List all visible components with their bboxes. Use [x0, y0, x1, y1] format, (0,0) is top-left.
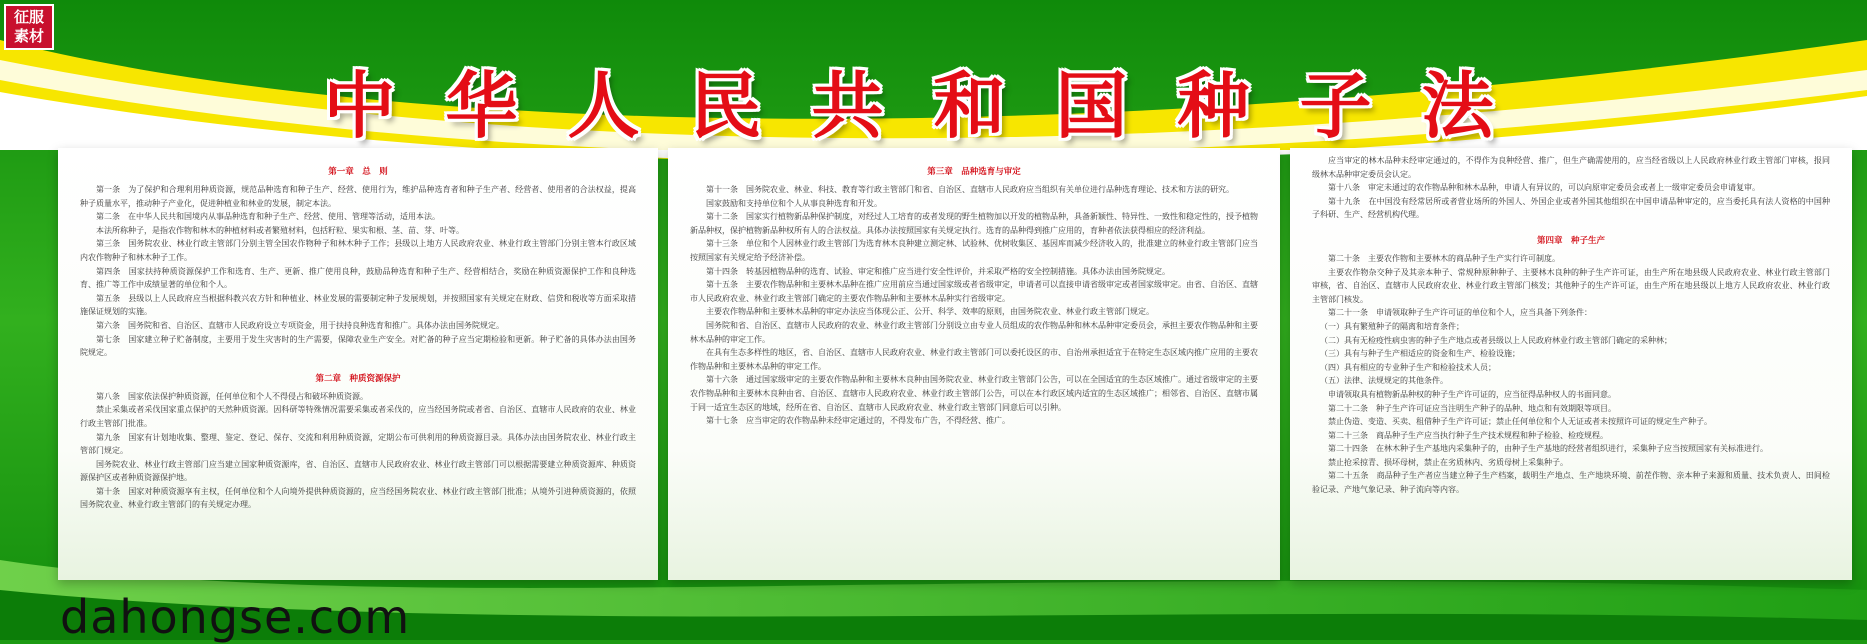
article-paragraph: 第十二条 国家实行植物新品种保护制度，对经过人工培育的或者发现的野生植物加以开发的植物品种，具备新颖性、特异性、一致性和稳定性的，授予植物新品种权，保护植物新品种权所有人的合法权益。具体办法按照国家有关规定执行。选育的品种得到推广应用的，育种者依法获得相应的经济利益。 [690, 212, 1258, 235]
article-paragraph: 申请领取具有植物新品种权的种子生产许可证的，应当征得品种权人的书面同意。 [1328, 389, 1616, 399]
law-panel-left [58, 148, 658, 580]
article-paragraph: 国务院农业、林业行政主管部门应当建立国家种质资源库，省、自治区、直辖市人民政府农业、林业行政主管部门可以根据需要建立种质资源库、种质资源保护区或者种质资源保护地。 [80, 459, 636, 483]
article-paragraph: 主要农作物杂交种子及其亲本种子、常规种原种种子、主要林木良种的种子生产许可证，由生产所在地县级人民政府农业、林业行政主管部门审核，省、自治区、直辖市人民政府农业、林业行政主管部门核发；其他种子的生产许可证，由生产所在地县级以上地方人民政府农业、林业行政主管部门核发。 [1312, 267, 1830, 304]
chapter-3-heading: 第三章 品种选育与审定 [927, 167, 1021, 177]
article-paragraph: 国家鼓励和支持单位和个人从事良种选育和开发。 [706, 198, 882, 208]
article-paragraph: 禁止伪造、变造、买卖、租借种子生产许可证；禁止任何单位和个人无证或者未按照许可证的规定生产种子。 [1328, 417, 1712, 427]
badge-line-1: 征服 [13, 8, 44, 26]
article-paragraph: 主要农作物品种和主要林木品种的审定办法应当体现公正、公开、科学、效率的原则，由国务院农业、林业行政主管部门规定。 [706, 307, 1154, 317]
article-paragraph: 第八条 国家依法保护种质资源，任何单位和个人不得侵占和破坏种质资源。 [96, 391, 368, 401]
list-item: （二）具有无检疫性病虫害的种子生产地点或者县级以上人民政府林业行政主管部门确定的采种林； [1320, 335, 1672, 345]
article-paragraph: 本法所称种子，是指农作物和林木的种植材料或者繁殖材料，包括籽粒、果实和根、茎、苗、芽、叶等。 [96, 225, 464, 235]
chapter-4-heading: 第四章 种子生产 [1536, 235, 1605, 246]
article-paragraph: 第四条 国家扶持种质资源保护工作和选育、生产、更新、推广使用良种，鼓励品种选育和种子生产、经营相结合，奖励在种质资源保护工作和良种选育、推广等工作中成绩显著的单位和个人。 [80, 266, 636, 290]
article-paragraph: 禁止抢采掠青、损坏母树，禁止在劣质林内、劣质母树上采集种子。 [1328, 457, 1568, 467]
law-panel-right [1290, 148, 1852, 580]
article-paragraph: 应当审定的林木品种未经审定通过的，不得作为良种经营、推广，但生产确需使用的，应当经省级以上人民政府林业行政主管部门审核，报同级林木品种审定委员会认定。 [1312, 156, 1830, 179]
article-paragraph: 第十六条 通过国家级审定的主要农作物品种和主要林木良种由国务院农业、林业行政主管部门公告，可以在全国适宜的生态区域推广。通过省级审定的主要农作物品种和主要林木良种由省、自治区、直辖市人民政府农业、林业行政主管部门公告，可以在本行政区域内适宜的生态区域推广；相邻省、自治区、直辖市属于同一适宜生态区的地域，经所在省、自治区、直辖市人民政府农业、林业行政主管部门同意后可以引种。 [690, 375, 1258, 412]
article-paragraph: 第十八条 审定未通过的农作物品种和林木品种，申请人有异议的，可以向原审定委员会或者上一级审定委员会申请复审。 [1328, 183, 1760, 193]
article-paragraph: 第二十三条 商品种子生产应当执行种子生产技术规程和种子检验、检疫规程。 [1328, 430, 1608, 440]
list-item: （五）法律、法规规定的其他条件。 [1320, 376, 1448, 386]
chapter-1-heading: 第一章 总 则 [328, 167, 388, 177]
article-paragraph: 第十一条 国务院农业、林业、科技、教育等行政主管部门和省、自治区、直辖市人民政府应当组织有关单位进行品种选育理论、技术和方法的研究。 [706, 185, 1234, 194]
article-paragraph: 第六条 国务院和省、自治区、直辖市人民政府设立专项资金，用于扶持良种选育和推广。具体办法由国务院规定。 [96, 320, 504, 330]
article-paragraph: 在具有生态多样性的地区，省、自治区、直辖市人民政府农业、林业行政主管部门可以委托设区的市、自治州承担适宜于在特定生态区域内推广应用的主要农作物品种和主要林木品种的审定工作。 [690, 348, 1258, 371]
article-paragraph: 国务院和省、自治区、直辖市人民政府的农业、林业行政主管部门分别设立由专业人员组成的农作物品种和林木品种审定委员会，承担主要农作物品种和主要林木品种的审定工作。 [690, 320, 1258, 344]
badge-line-2: 素材 [13, 27, 44, 45]
article-paragraph: 禁止采集或者采伐国家重点保护的天然种质资源。因科研等特殊情况需要采集或者采伐的，应当经国务院或者省、自治区、直辖市人民政府的农业、林业行政主管部门批准。 [80, 405, 636, 428]
article-paragraph: 第二十一条 申请领取种子生产许可证的单位和个人，应当具备下列条件： [1328, 308, 1592, 318]
article-paragraph: 第十三条 单位和个人因林业行政主管部门为选育林木良种建立测定林、试验林、优树收集区、基因库而减少经济收入的，批准建立的林业行政主管部门应当按照国家有关规定给予经济补偿。 [690, 239, 1258, 262]
article-paragraph: 第十条 国家对种质资源享有主权，任何单位和个人向境外提供种质资源的，应当经国务院农业、林业行政主管部门批准；从境外引进种质资源的，依照国务院农业、林业行政主管部门的有关规定办理。 [80, 486, 636, 510]
article-paragraph: 第九条 国家有计划地收集、整理、鉴定、登记、保存、交流和利用种质资源，定期公布可供利用的种质资源目录。具体办法由国务院农业、林业行政主管部门规定。 [80, 432, 636, 456]
site-watermark: dahongse.com [60, 590, 411, 644]
brand-badge [4, 4, 54, 50]
article-paragraph: 第十五条 主要农作物品种和主要林木品种在推广应用前应当通过国家级或者省级审定，申请者可以直接申请省级审定或者国家级审定。由省、自治区、直辖市人民政府农业、林业行政主管部门确定的主要农作物品种和主要林木品种实行省级审定。 [690, 280, 1258, 303]
list-item: （三）具有与种子生产相适应的资金和生产、检验设施； [1320, 349, 1520, 359]
article-paragraph: 第十四条 转基因植物品种的选育、试验、审定和推广应当进行安全性评价，并采取严格的安全控制措施。具体办法由国务院规定。 [706, 266, 1170, 276]
list-item: （四）具有相应的专业种子生产和检验技术人员； [1320, 362, 1496, 372]
article-paragraph: 第二十二条 种子生产许可证应当注明生产种子的品种、地点和有效期限等项目。 [1328, 403, 1616, 413]
page-title: 中华人民共和国种子法 [323, 63, 1544, 148]
article-paragraph: 第十九条 在中国没有经常居所或者营业场所的外国人、外国企业或者外国其他组织在中国申请品种审定的，应当委托具有法人资格的中国种子科研、生产、经营机构代理。 [1312, 196, 1830, 220]
article-paragraph: 第五条 县级以上人民政府应当根据科教兴农方针和种植业、林业发展的需要制定种子发展规划，并按照国家有关规定在财政、信贷和税收等方面采取措施保证规划的实施。 [80, 293, 636, 317]
article-paragraph: 第七条 国家建立种子贮备制度，主要用于发生灾害时的生产需要，保障农业生产安全。对贮备的种子应当定期检验和更新。种子贮备的具体办法由国务院规定。 [80, 334, 636, 358]
article-paragraph: 第二十条 主要农作物和主要林木的商品种子生产实行许可制度。 [1328, 253, 1560, 263]
article-paragraph: 第三条 国务院农业、林业行政主管部门分别主管全国农作物种子和林木种子工作；县级以上地方人民政府农业、林业行政主管部门分别主管本行政区域内农作物种子和林木种子工作。 [80, 239, 636, 262]
article-paragraph: 第二十五条 商品种子生产者应当建立种子生产档案，载明生产地点、生产地块环境、前茬作物、亲本种子来源和质量、技术负责人、田间检验记录、产地气象记录、种子流向等内容。 [1312, 471, 1830, 495]
article-paragraph: 第十七条 应当审定的农作物品种未经审定通过的，不得发布广告，不得经营、推广。 [706, 416, 1010, 426]
list-item: （一）具有繁殖种子的隔离和培育条件； [1320, 321, 1464, 331]
law-panel-middle [668, 148, 1280, 580]
chapter-2-heading: 第二章 种质资源保护 [315, 373, 401, 384]
article-paragraph: 第一条 为了保护和合理利用种质资源，规范品种选育和种子生产、经营、使用行为，维护品种选育者和种子生产者、经营者、使用者的合法权益，提高种子质量水平，推动种子产业化，促进种植业和林业的发展，制定本法。 [80, 185, 636, 208]
article-paragraph: 第二十四条 在林木种子生产基地内采集种子的，由种子生产基地的经营者组织进行，采集种子应当按照国家有关标准进行。 [1328, 444, 1768, 454]
article-paragraph: 第二条 在中华人民共和国境内从事品种选育和种子生产、经营、使用、管理等活动，适用本法。 [96, 212, 440, 222]
